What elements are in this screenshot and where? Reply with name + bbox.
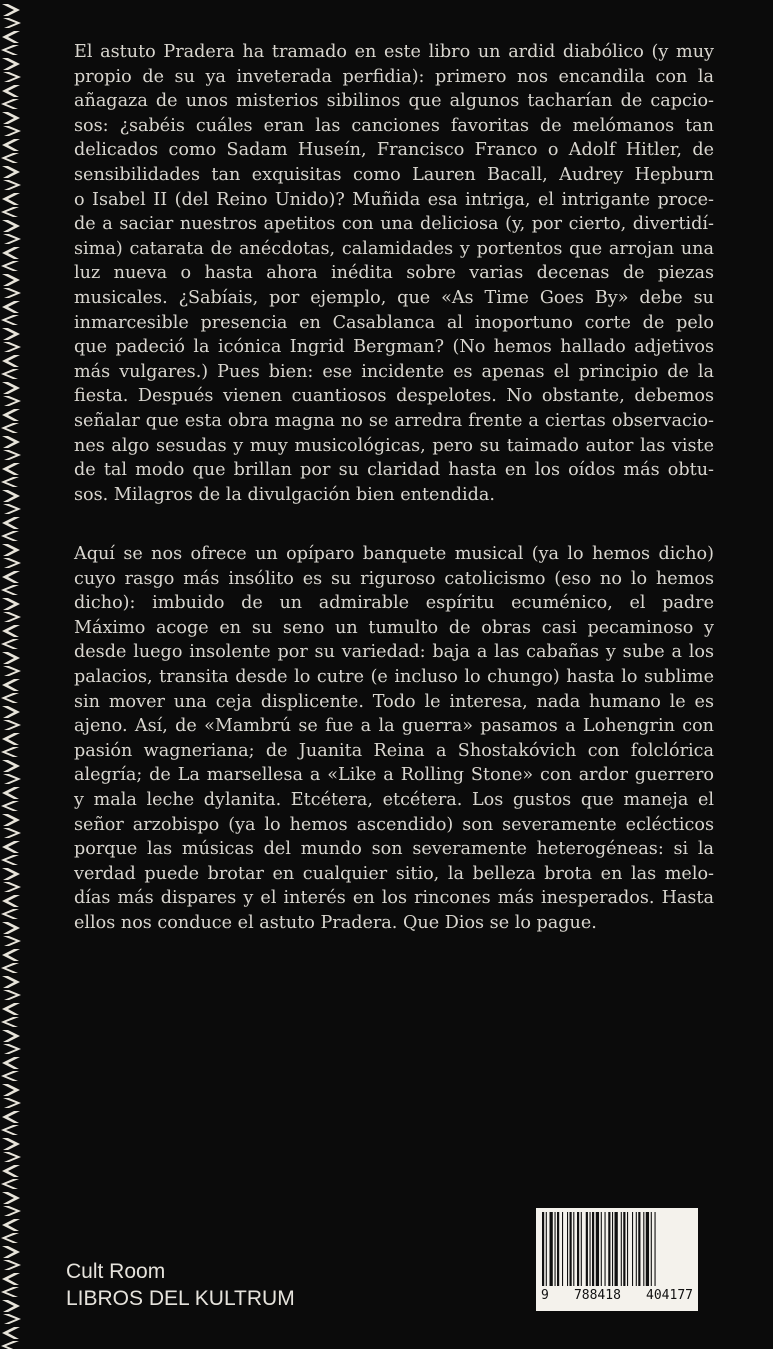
isbn-barcode [536,1208,698,1311]
collection-name: Cult Room [66,1260,166,1283]
text-line: verdad puede brotar en cualquier sitio, la belleza brota en las melo- [74,863,714,884]
text-line: más vulgares.) Pues bien: ese incidente es apenas el principio de la [74,361,714,382]
text-line: desde luego insolente por su variedad: baja a las cabañas y sube a los [74,642,714,663]
isbn-group-2: 404177 [646,1288,693,1303]
text-line: sin mover una ceja displicente. Todo le interesa, nada humano le es [74,691,714,712]
text-line: y mala leche dylanita. Etcétera, etcétera. Los gustos que maneja el [74,789,714,810]
isbn-prefix: 9 [541,1288,549,1303]
text-line: señalar que esta obra magna no se arredra frente a ciertas observacio- [74,410,714,431]
text-line: pasión wagneriana; de Juanita Reina a Shostakóvich con folclórica [74,740,714,761]
text-line: nes algo sesudas y muy musicológicas, pero su taimado autor las viste [74,435,714,456]
text-line: ajeno. Así, de «Mambrú se fue a la guerra» pasamos a Lohengrin con [74,716,714,737]
text-line: de a saciar nuestros apetitos con una deliciosa (y, por cierto, divertidí- [74,214,714,235]
text-line: días más dispares y el interés en los rincones más inesperados. Hasta [74,888,714,909]
text-line: palacios, transita desde lo cutre (e incluso lo chungo) hasta lo sublime [74,666,714,687]
text-line: o Isabel II (del Reino Unido)? Muñida esa intriga, el intrigante proce- [74,189,714,210]
text-line: sos: ¿sabéis cuáles eran las canciones favoritas de melómanos tan [74,115,714,136]
text-line: propio de su ya inveterada perfidia): primero nos encandila con la [74,66,714,87]
text-line: porque las músicas del mundo son severamente heterogéneas: si la [74,839,714,860]
text-line: de tal modo que brillan por su claridad hasta en los oídos más obtu- [74,460,714,481]
publisher-imprint [66,1258,295,1312]
text-line: El astuto Pradera ha tramado en este libro un ardid diabólico (y muy [74,42,714,62]
text-line: Aquí se nos ofrece un opíparo banquete musical (ya lo hemos dicho) [74,544,714,564]
text-line: delicados como Sadam Huseín, Francisco Franco o Adolf Hitler, de [74,140,714,161]
text-line: sos. Milagros de la divulgación bien entendida. [74,484,496,505]
text-line: inmarcesible presencia en Casablanca al inoportuno corte de pelo [74,312,714,333]
text-line: que padeció la icónica Ingrid Bergman? (No hemos hallado adjetivos [74,337,714,358]
text-line: sensibilidades tan exquisitas como Lauren Bacall, Audrey Hepburn [74,164,714,185]
text-line: dicho): imbuido de un admirable espíritu ecuménico, el padre [74,593,714,614]
decorative-edge-pattern [0,0,22,1349]
isbn-number [536,1288,698,1308]
isbn-group-1: 788418 [573,1288,621,1303]
text-line: alegría; de La marsellesa a «Like a Rolling Stone» con ardor guerrero [74,765,714,786]
text-line: luz nueva o hasta ahora inédita sobre varias decenas de piezas [74,263,714,284]
paragraph-1 [74,40,714,507]
text-line: ellos nos conduce el astuto Pradera. Que Dios se lo pague. [74,912,597,933]
publisher-name: LIBROS DEL KULTRUM [66,1287,295,1310]
paragraph-2 [74,542,714,936]
text-line: musicales. ¿Sabíais, por ejemplo, que «As Time Goes By» debe su [74,287,714,308]
text-line: cuyo rasgo más insólito es su riguroso catolicismo (eso no lo hemos [74,568,714,589]
text-line: fiesta. Después vienen cuantiosos despelotes. No obstante, debemos [74,386,714,407]
text-line: añagaza de unos misterios sibilinos que algunos tacharían de capcio- [74,91,714,112]
text-line: Máximo acoge en su seno un tumulto de obras casi pecaminoso y [74,617,714,638]
text-line: señor arzobispo (ya lo hemos ascendido) son severamente eclécticos [74,814,714,835]
text-line: sima) catarata de anécdotas, calamidades y portentos que arrojan una [74,238,714,259]
